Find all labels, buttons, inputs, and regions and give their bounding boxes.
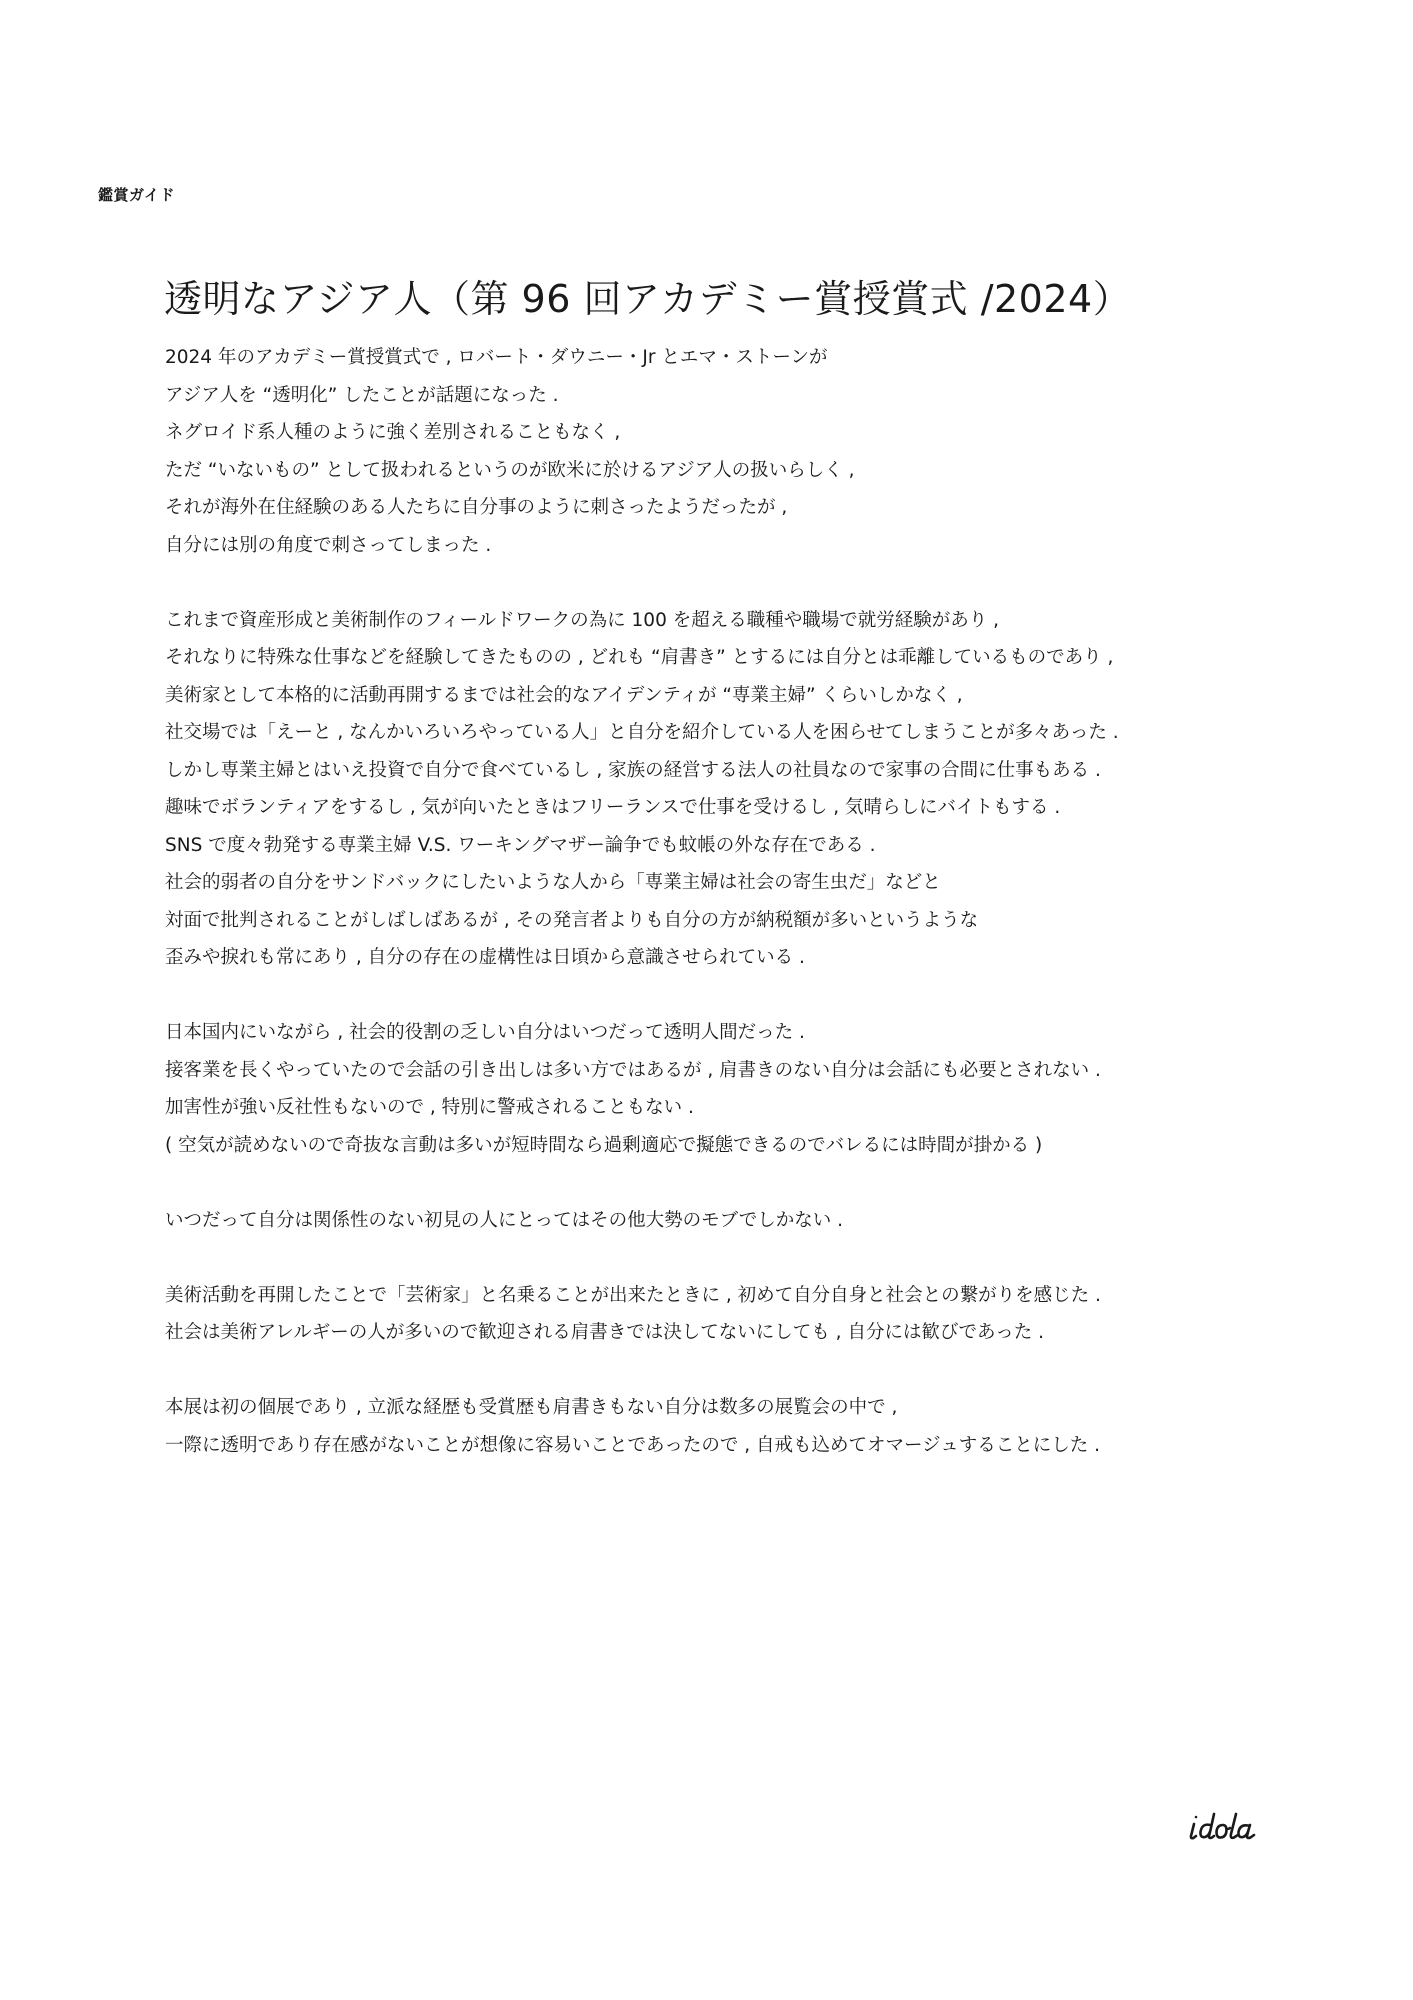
text-line: 自分には別の角度で刺さってしまった . (165, 534, 492, 556)
text-line: それが海外在住経験のある人たちに自分事のように刺さったようだったが , (165, 497, 788, 518)
paragraph (165, 602, 1345, 977)
body-text (165, 339, 1345, 1502)
idola-logo (1188, 1808, 1272, 1844)
svg-text:idola: idola (1188, 1808, 1191, 1809)
text-line: ネグロイド系人種のように強く差別されることもなく , (165, 422, 621, 443)
text-line: 日本国内にいながら , 社会的役割の乏しい自分はいつだって透明人間だった . (165, 1022, 805, 1043)
page-title: 透明なアジア人（第 96 回アカデミー賞授賞式 /2024） (164, 277, 1132, 321)
text-line: 加害性が強い反社性もないので , 特別に警戒されることもない . (165, 1097, 694, 1118)
paragraph (165, 1014, 1345, 1164)
text-line: これまで資産形成と美術制作のフィールドワークの為に 100 を超える職種や職場で就労経験があり , (165, 609, 999, 631)
text-line: 美術活動を再開したことで「芸術家」と名乗ることが出来たときに , 初めて自分自身と社会との繋がりを感じた . (165, 1284, 1101, 1306)
paragraph (165, 339, 1345, 564)
text-line: ただ “いないもの” として扱われるというのが欧米に於けるアジア人の扱いらしく , (165, 459, 855, 481)
text-line: 美術家として本格的に活動再開するまでは社会的なアイデンティが “専業主婦” くらいしかなく , (165, 684, 963, 706)
text-line: ( 空気が読めないので奇抜な言動は多いが短時間なら過剰適応で擬態できるのでバレるには時間が掛かる ) (165, 1134, 1043, 1156)
text-line: アジア人を “透明化” したことが話題になった . (165, 384, 559, 406)
guide-label: 鑑賞ガイド (98, 186, 176, 204)
text-line: いつだって自分は関係性のない初見の人にとってはその他大勢のモブでしかない . (165, 1209, 843, 1231)
text-line: 本展は初の個展であり , 立派な経歴も受賞歴も肩書きもない自分は数多の展覧会の中で , (165, 1397, 898, 1418)
text-line: SNS で度々勃発する専業主婦 V.S. ワーキングマザー論争でも蚊帳の外な存在である . (165, 834, 876, 856)
paragraph (165, 1202, 1345, 1240)
text-line: それなりに特殊な仕事などを経験してきたものの , どれも “肩書き” とするには自分とは乖離しているものであり , (165, 647, 1114, 668)
paragraph (165, 1277, 1345, 1352)
text-line: しかし専業主婦とはいえ投資で自分で食べているし , 家族の経営する法人の社員なので家事の合間に仕事もある . (165, 759, 1101, 781)
text-line: 歪みや捩れも常にあり , 自分の存在の虚構性は日頃から意識させられている . (165, 947, 805, 968)
text-line: 社会的弱者の自分をサンドバックにしたいような人から「専業主婦は社会の寄生虫だ」などと (165, 872, 941, 893)
text-line: 趣味でボランティアをするし , 気が向いたときはフリーランスで仕事を受けるし , 気晴らしにバイトもする . (165, 797, 1061, 818)
text-line: 接客業を長くやっていたので会話の引き出しは多い方ではあるが , 肩書きのない自分は会話にも必要とされない . (165, 1059, 1101, 1081)
text-line: 2024 年のアカデミー賞授賞式で , ロバート・ダウニー・Jr とエマ・ストーンが (165, 347, 828, 368)
text-line: 対面で批判されることがしばしばあるが , その発言者よりも自分の方が納税額が多いというような (165, 909, 979, 931)
text-line: 社会は美術アレルギーの人が多いので歓迎される肩書きでは決してないにしても , 自分には歓びであった . (165, 1322, 1045, 1343)
paragraph (165, 1389, 1345, 1464)
text-line: 社交場では「えーと , なんかいろいろやっている人」と自分を紹介している人を困らせてしまうことが多々あった . (165, 722, 1119, 743)
text-line: 一際に透明であり存在感がないことが想像に容易いことであったので , 自戒も込めてオマージュすることにした . (165, 1434, 1100, 1456)
